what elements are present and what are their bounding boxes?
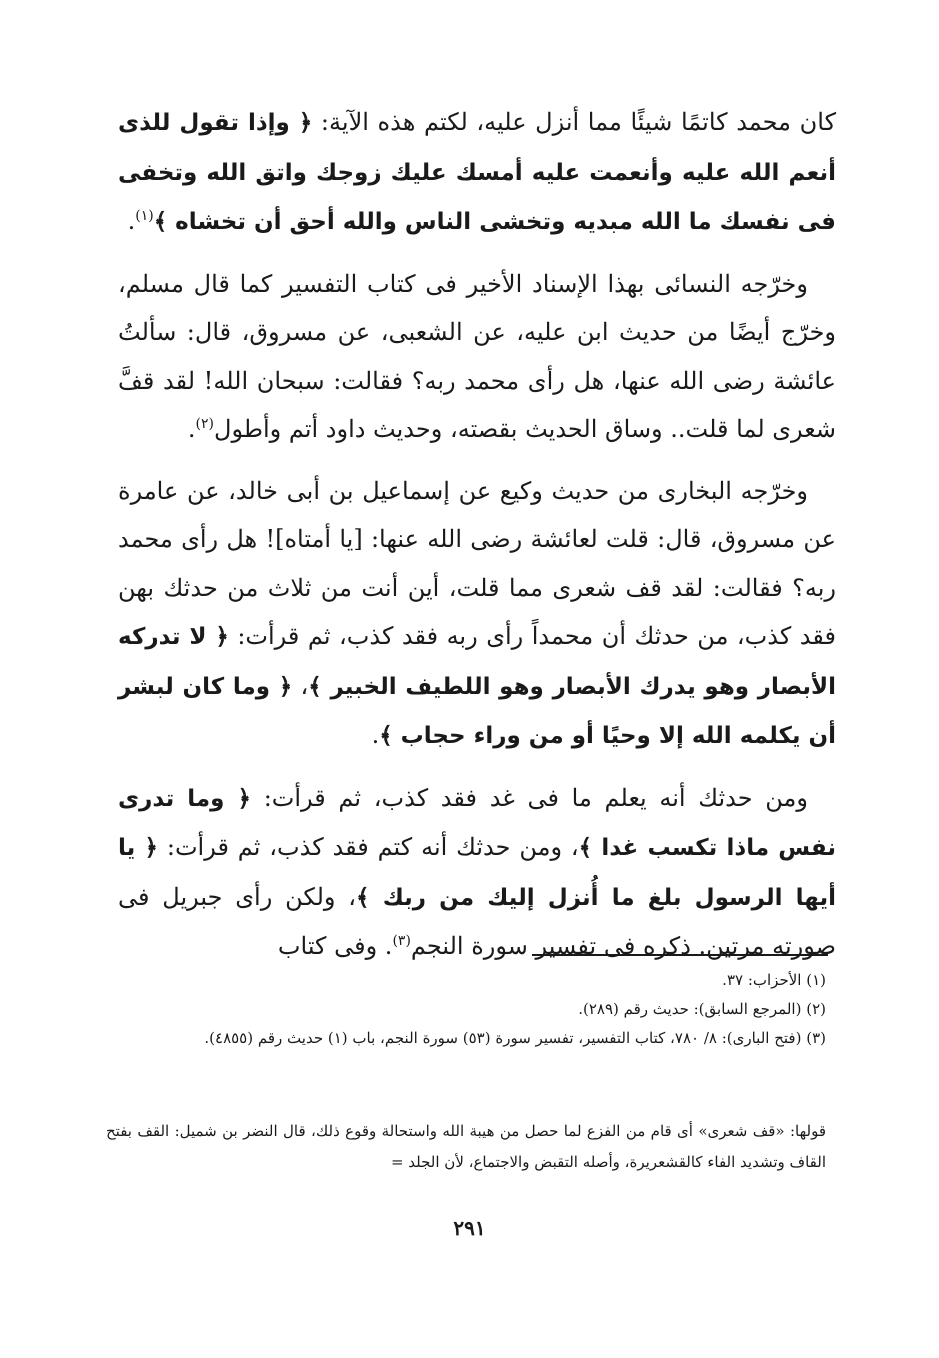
footnote-3: (٣) (فتح البارى): ٨/ ٧٨٠، كتاب التفسير، تفسير سورة (٥٣) سورة النجم، باب (١) حديث رقم (٤٨٥٥). — [204, 1029, 826, 1047]
paragraph-4 — [118, 774, 836, 971]
quran-quote: ﴿ وما تدرى نفس ماذا تكسب غدا ﴾ — [118, 785, 837, 861]
paragraph-2 — [118, 260, 836, 454]
footnote-separator — [532, 954, 828, 956]
text-run: ، ولكن رأى جبريل فى صورته مرتين. ذكره فى تفسير سورة النجم — [118, 882, 836, 960]
text-run: . — [371, 721, 380, 749]
text-run: وخرّجه النسائى بهذا الإسناد الأخير فى كتاب التفسير كما قال مسلم، وخرّج أيضًا من حديث ابن عليه، عن الشعبى، عن مسروق، قال: سألتُ عائشة رضى الله عنها، هل رأى محمد ربه؟ فقالت: سبحان الله! لقد قفَّ شعرى لما قلت.. وساق الحديث بقصته، وحديث داود أتم وأطول — [118, 269, 836, 443]
text-run: ، ومن حدثك أنه كتم فقد كذب، ثم قرأت: — [158, 833, 579, 861]
quran-quote: ﴿ لا تدركه الأبصار وهو يدرك الأبصار وهو اللطيف الخبير ﴾ — [118, 624, 836, 700]
footnote-2: (٢) (المرجع السابق): حديث رقم (٢٨٩). — [578, 1000, 826, 1018]
text-run: . — [127, 207, 136, 235]
quran-quote: ﴿ يا أيها الرسول بلغ ما أُنزل إليك من ربك ﴾ — [118, 835, 836, 911]
main-text — [118, 98, 836, 984]
text-run: كان محمد كاتمًا شيئًا مما أنزل عليه، لكتم هذه الآية: — [312, 108, 837, 136]
text-run: . — [187, 415, 196, 443]
text-run: وخرّجه البخارى من حديث وكيع عن إسماعيل بن أبى خالد، عن عامرة عن مسروق، قال: قلت لعائشة رضى الله عنها: [يا أمتاه]! هل رأى محمد ربه؟ فقالت: لقد قف شعرى مما قلت، أين أنت من ثلاث من حدثك بهن فقد كذب، من حدثك أن محمداً رأى ربه فقد كذب، ثم قرأت: — [118, 476, 836, 650]
paragraph-1 — [118, 98, 836, 247]
text-run: ومن حدثك أنه يعلم ما فى غد فقد كذب، ثم قرأت: — [251, 783, 809, 812]
text-run: . وفى كتاب — [277, 932, 393, 960]
text-run: ، — [292, 671, 309, 700]
footnote-1: (١) الأحزاب: ٣٧. — [722, 971, 826, 989]
footnote-ref: (٢) — [195, 416, 215, 432]
page-number: ٢٩١ — [453, 1216, 486, 1240]
quran-quote: ﴿ وإذا تقول للذى أنعم الله عليه وأنعمت عليه أمسك عليك زوجك واتق الله وتخفى فى نفسك ما الله مبديه وتخشى الناس والله أحق أن تخشاه ﴾ — [118, 110, 836, 235]
commentary-note: قولها: «قف شعرى» أى قام من الفزع لما حصل من هيبة الله واستحالة وقوع ذلك، قال النضر بن شميل: القف بفتح القاف وتشديد الفاء كالقشعريرة، وأصله التقبض والاجتماع، لأن الجلد = — [106, 1122, 826, 1171]
quran-quote: ﴿ وما كان لبشر أن يكلمه الله إلا وحيًا أو من وراء حجاب ﴾ — [118, 673, 836, 749]
footnote-ref: (١) — [135, 208, 154, 224]
footnotes — [106, 966, 826, 1053]
footnote-ref: (٣) — [392, 933, 411, 949]
paragraph-3 — [118, 467, 836, 761]
